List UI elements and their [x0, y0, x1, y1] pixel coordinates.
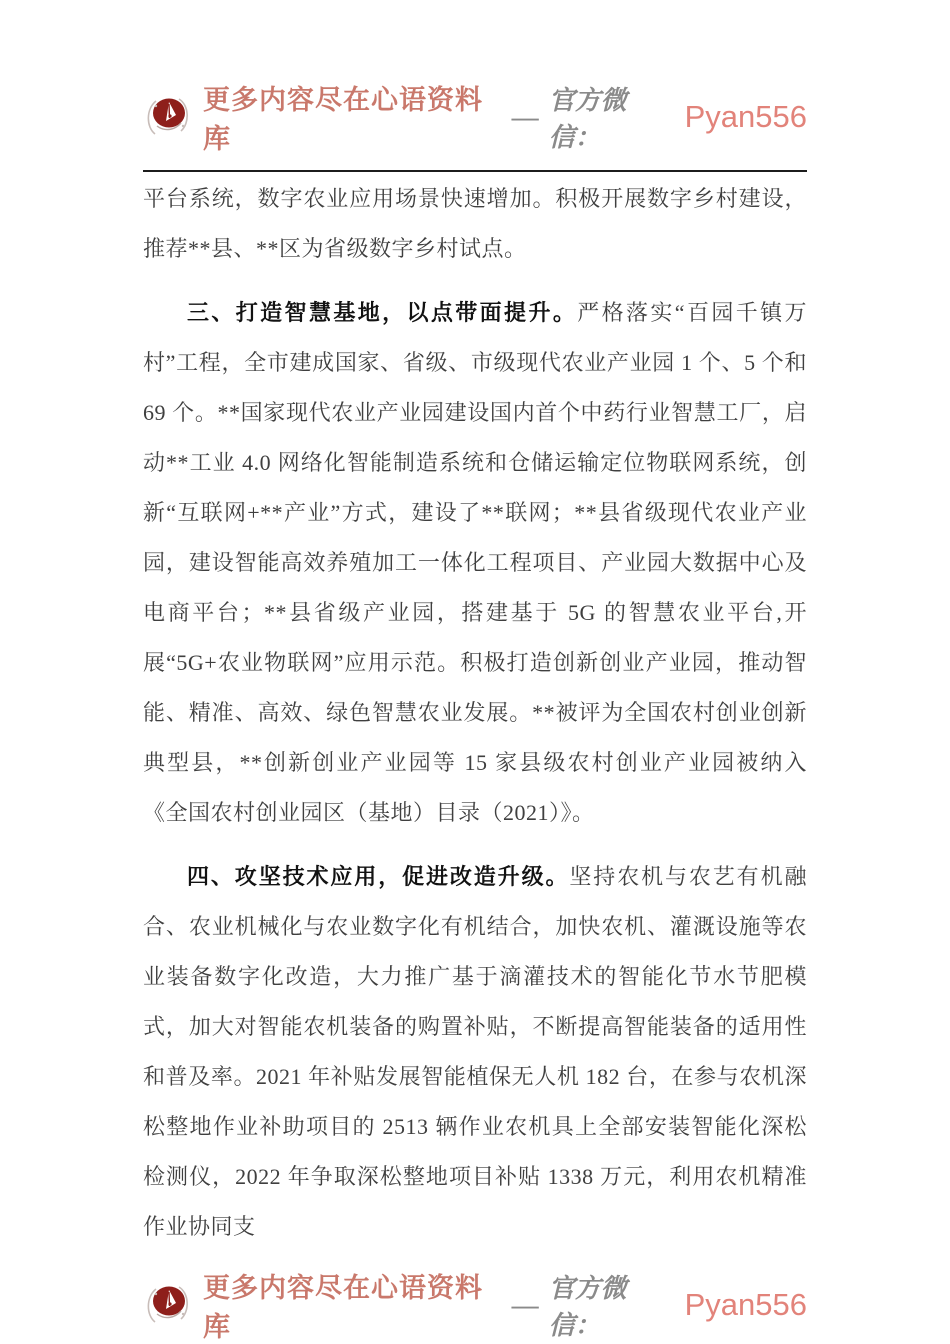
- header-divider: [143, 170, 807, 172]
- paragraph-section-4: [143, 852, 807, 1252]
- section-heading-3: 三、打造智慧基地，以点带面提升。: [187, 300, 578, 325]
- document-body: [143, 174, 807, 1266]
- footer-watermark: [143, 1266, 807, 1344]
- paragraph-continuation: [143, 174, 807, 274]
- brand-dash: —: [511, 1289, 539, 1320]
- pen-nib-circle-icon: [143, 1280, 193, 1330]
- paragraph-text: 平台系统，数字农业应用场景快速增加。积极开展数字乡村建设，推荐**县、**区为省级数字乡村试点。: [143, 186, 807, 261]
- paragraph-text: 坚持农机与农艺有机融合、农业机械化与农业数字化有机结合，加快农机、灌溉设施等农业装备数字化改造，大力推广基于滴灌技术的智能化节水节肥模式，加大对智能农机装备的购置补贴，不断提高智能装备的适用性和普及率。2021 年补贴发展智能植保无人机 182 台，在参与农机深松整地作业补助项目的 2513 辆作业农机具上全部安装智能化深松检测仪，2022 年争取深松整地项目补贴 1338 万元，利用农机精准作业协同支: [143, 864, 807, 1239]
- wechat-label: 官方微信：: [548, 86, 627, 152]
- paragraph-text: 严格落实“百园千镇万村”工程，全市建成国家、省级、市级现代农业产业园 1 个、5 个和 69 个。**国家现代农业产业园建设国内首个中药行业智慧工厂，启动**工业 4.0 网络化智能制造系统和仓储运输定位物联网系统，创新“互联网+**产业”方式，建设了**联网；**县省级现代农业产业园，建设智能高效养殖加工一体化工程项目、产业园大数据中心及电商平台；**县省级产业园，搭建基于 5G 的智慧农业平台,开展“5G+农业物联网”应用示范。积极打造创新创业产业园，推动智能、精准、高效、绿色智慧农业发展。**被评为全国农村创业创新典型县，**创新创业产业园等 15 家县级农村创业产业园被纳入《全国农村创业园区（基地）目录（2021）》。: [143, 300, 807, 825]
- wechat-label: 官方微信：: [548, 1274, 627, 1340]
- brand-text: 更多内容尽在心语资料库: [203, 85, 483, 154]
- wechat-id: Pyan556: [684, 99, 807, 134]
- brand-text: 更多内容尽在心语资料库: [203, 1273, 483, 1342]
- header-watermark: [143, 78, 807, 156]
- wechat-id: Pyan556: [684, 1287, 807, 1322]
- paragraph-section-3: [143, 288, 807, 838]
- section-heading-4: 四、攻坚技术应用，促进改造升级。: [187, 864, 570, 889]
- pen-nib-circle-icon: [143, 92, 193, 142]
- brand-dash: —: [511, 101, 539, 132]
